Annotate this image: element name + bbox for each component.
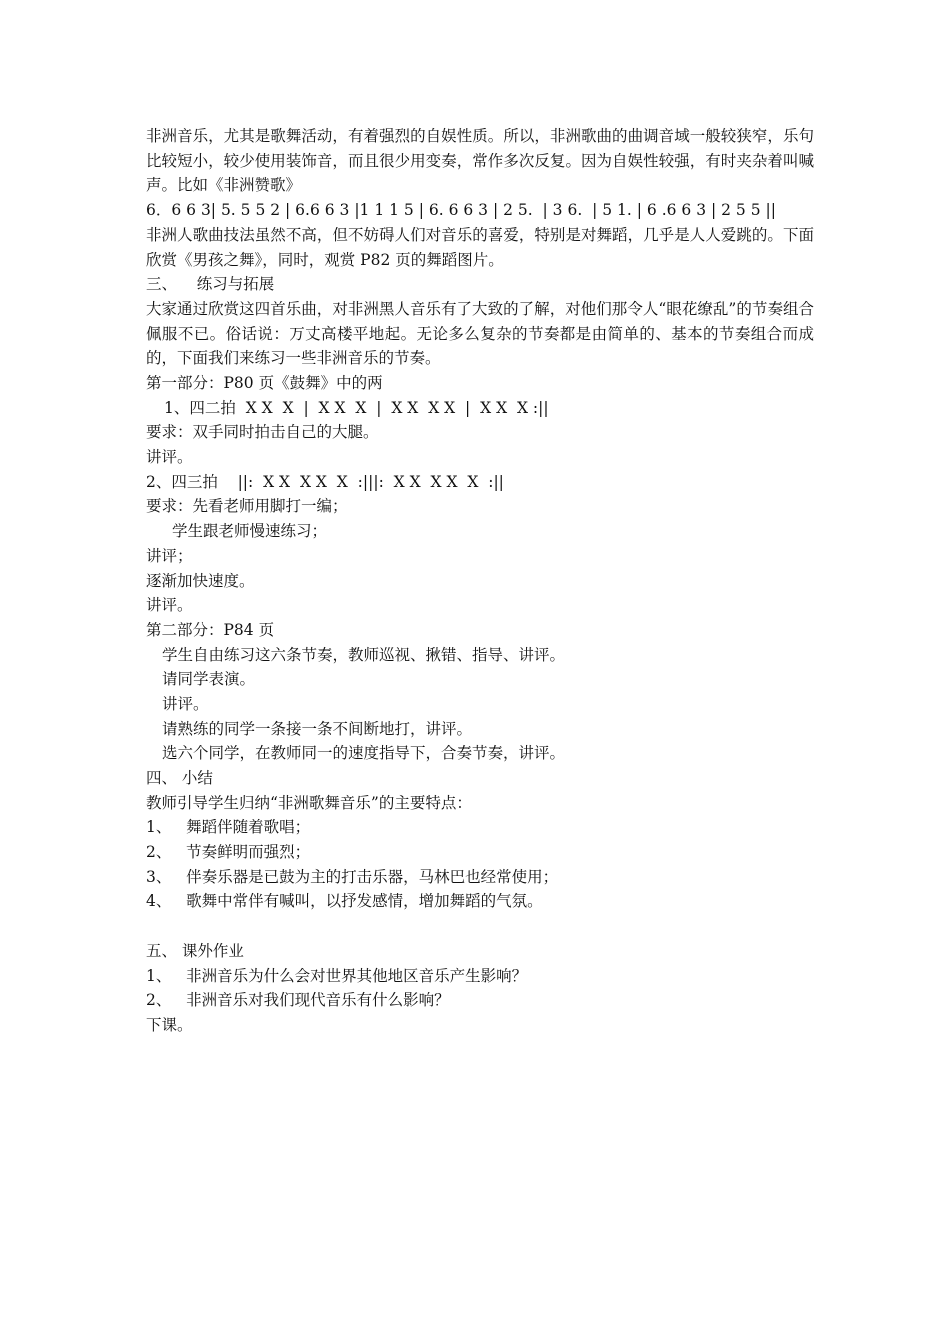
speed-up: 逐渐加快速度。	[146, 571, 255, 590]
summary-intro: 教师引导学生归纳“非洲歌舞音乐”的主要特点：	[146, 793, 472, 812]
rhythm-exercise-2: 2、四三拍 ||: X X X X X :|||: X X X X X :||	[146, 472, 504, 491]
requirement-2: 要求：先看老师用脚打一编；	[146, 497, 348, 516]
summary-item: 1、 舞蹈伴随着歌唱；	[146, 818, 311, 837]
notation-line: 6．6 6 3| 5. 5 5 2 | 6.6 6 3 |1 1 1 5 | 6. 6 6 3 | 2 5. | 3 6. | 5 1. | 6 .6 6 3 | 2 5 5 ||	[146, 201, 776, 220]
part2-line: 学生自由练习这六条节奏，教师巡视、揪错、指导、讲评。	[162, 645, 566, 664]
comment-1: 讲评。	[146, 448, 193, 467]
class-end: 下课。	[146, 1015, 193, 1034]
summary-item: 4、 歌舞中常伴有喊叫，以抒发感情，增加舞蹈的气氛。	[146, 892, 543, 911]
part2-line: 选六个同学，在教师同一的速度指导下，合奏节奏，讲评。	[162, 744, 566, 763]
part2-line: 请同学表演。	[162, 670, 256, 689]
intro-paragraph: 非洲音乐，尤其是歌舞活动，有着强烈的自娱性质。所以，非洲歌曲的曲调音域一般较狭窄，乐句比较短小，较少使用装饰音，而且很少用变奏，常作多次反复。因为自娱性较强，有时夹杂着叫喊声。比如《非洲赞歌》	[146, 127, 814, 195]
blank-line	[146, 914, 814, 939]
homework-item: 2、 非洲音乐对我们现代音乐有什么影响？	[146, 991, 450, 1010]
part2-line: 请熟练的同学一条接一条不间断地打，讲评。	[162, 719, 473, 738]
practice-paragraph: 大家通过欣赏这四首乐曲，对非洲黑人音乐有了大致的了解，对他们那令人“眼花缭乱”的节奏组合佩服不已。俗话说：万丈高楼平地起。无论多么复杂的节奏都是由简单的、基本的节奏组合而成的，下面我们来练习一些非洲音乐的节奏。	[146, 299, 814, 368]
comment-3: 讲评。	[146, 596, 193, 615]
section-heading-practice: 三、 练习与拓展	[146, 275, 275, 294]
homework-item: 1、 非洲音乐为什么会对世界其他地区音乐产生影响？	[146, 966, 528, 985]
rhythm-exercise-1: 1、四二拍 X X X | X X X | X X X X | X X X :||	[164, 398, 549, 417]
summary-item: 3、 伴奏乐器是已鼓为主的打击乐器，马林巴也经常使用；	[146, 867, 559, 886]
section-heading-homework: 五、 课外作业	[146, 941, 244, 960]
comment-2: 讲评；	[146, 546, 193, 565]
appreciation-paragraph: 非洲人歌曲技法虽然不高，但不妨碍人们对音乐的喜爱，特别是对舞蹈，几乎是人人爱跳的。下面欣赏《男孩之舞》，同时，观赏 P82 页的舞蹈图片。	[146, 225, 814, 269]
summary-item: 2、 节奏鲜明而强烈；	[146, 843, 311, 862]
part2-line: 讲评。	[162, 694, 209, 713]
part1-title: 第一部分：P80 页《鼓舞》中的两	[146, 374, 383, 392]
requirement-1: 要求：双手同时拍击自己的大腿。	[146, 423, 379, 442]
document-page	[146, 124, 814, 1038]
section-heading-summary: 四、 小结	[146, 769, 213, 787]
part2-title: 第二部分：P84 页	[146, 620, 275, 639]
follow-practice: 学生跟老师慢速练习；	[172, 522, 328, 541]
